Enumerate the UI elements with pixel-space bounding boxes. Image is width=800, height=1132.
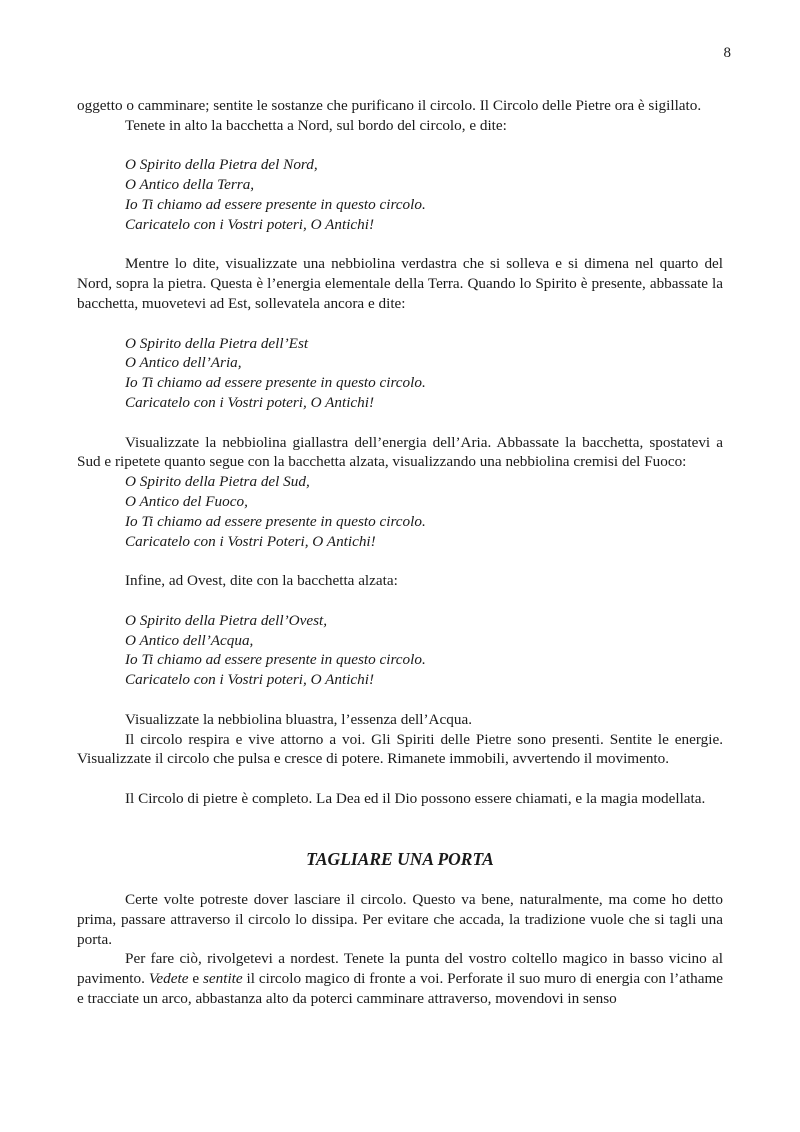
verse-line: O Spirito della Pietra del Sud, xyxy=(125,473,310,491)
verse-line: Io Ti chiamo ad essere presente in questo circolo. xyxy=(125,512,426,530)
paragraph: Il Circolo di pietre è completo. La Dea ed il Dio possono essere chiamati, e la magia modellata. xyxy=(125,789,706,807)
text-run: e xyxy=(188,970,203,988)
paragraph: Visualizzate la nebbiolina bluastra, l’essenza dell’Acqua. xyxy=(125,710,472,728)
paragraph: Certe volte potreste dover lasciare il circolo. Questo va bene, naturalmente, ma come ho detto prima, passare attraverso il circolo lo dissipa. Per evitare che accada, la tradizione vuole che si tagli una porta. xyxy=(77,891,723,948)
verse-line: Io Ti chiamo ad essere presente in questo circolo. xyxy=(125,651,426,669)
verse-line: O Antico del Fuoco, xyxy=(125,492,248,510)
emphasis: Vedete xyxy=(148,970,189,988)
verse-line: O Antico dell’Acqua, xyxy=(125,631,254,649)
verse-line: Io Ti chiamo ad essere presente in questo circolo. xyxy=(125,374,426,392)
text-run: il circolo magico di fronte a voi. Perforate il suo muro di energia con l’athame e tracciate un arco, abbastanza alto da poterci camminare attraverso, movendovi in senso xyxy=(77,970,723,1008)
paragraph: Infine, ad Ovest, dite con la bacchetta alzata: xyxy=(125,572,398,590)
page-number: 8 xyxy=(723,45,731,61)
paragraph: Mentre lo dite, visualizzate una nebbiolina verdastra che si solleva e si dimena nel quarto del Nord, sopra la pietra. Questa è l’energia elementale della Terra. Quando lo Spirito è presente, abbassate la bacchetta, muovetevi ad Est, sollevatela ancora e dite: xyxy=(77,255,723,312)
paragraph xyxy=(77,949,723,1008)
section-title: TAGLIARE UNA PORTA xyxy=(306,849,494,870)
invocation-south xyxy=(77,472,723,551)
paragraph: oggetto o camminare; sentite le sostanze che purificano il circolo. Il Circolo delle Pietre ora è sigillato. xyxy=(77,97,702,114)
paragraph: Tenete in alto la bacchetta a Nord, sul bordo del circolo, e dite: xyxy=(125,116,507,134)
verse-line: O Spirito della Pietra dell’Ovest, xyxy=(125,611,328,629)
invocation-west xyxy=(77,611,723,690)
verse-line: Io Ti chiamo ad essere presente in questo circolo. xyxy=(125,195,426,213)
emphasis: sentite xyxy=(203,970,243,988)
paragraph: Il circolo respira e vive attorno a voi. Gli Spiriti delle Pietre sono presenti. Sentite le energie. Visualizzate il circolo che pulsa e cresce di potere. Rimanete immobili, avvertendo il movimento. xyxy=(77,730,723,768)
text-run: Per fare ciò, rivolgetevi a nordest. Tenete la punta del vostro coltello magico in basso vicino al pavimento. xyxy=(77,950,723,988)
verse-line: Caricatelo con i Vostri poteri, O Antichi! xyxy=(125,215,375,233)
page-content xyxy=(77,96,723,1009)
verse-line: Caricatelo con i Vostri Poteri, O Antichi! xyxy=(125,532,376,550)
invocation-east xyxy=(77,334,723,413)
verse-line: O Antico dell’Aria, xyxy=(125,354,242,372)
verse-line: O Spirito della Pietra del Nord, xyxy=(125,156,318,174)
paragraph: Visualizzate la nebbiolina giallastra dell’energia dell’Aria. Abbassate la bacchetta, spostatevi a Sud e ripetete quanto segue con la bacchetta alzata, visualizzando una nebbiolina cremisi del Fuoco: xyxy=(77,433,723,471)
verse-line: Caricatelo con i Vostri poteri, O Antichi! xyxy=(125,393,375,411)
invocation-north xyxy=(77,155,723,234)
verse-line: O Spirito della Pietra dell’Est xyxy=(125,334,309,352)
verse-line: Caricatelo con i Vostri poteri, O Antichi! xyxy=(125,671,375,689)
verse-line: O Antico della Terra, xyxy=(125,176,255,194)
